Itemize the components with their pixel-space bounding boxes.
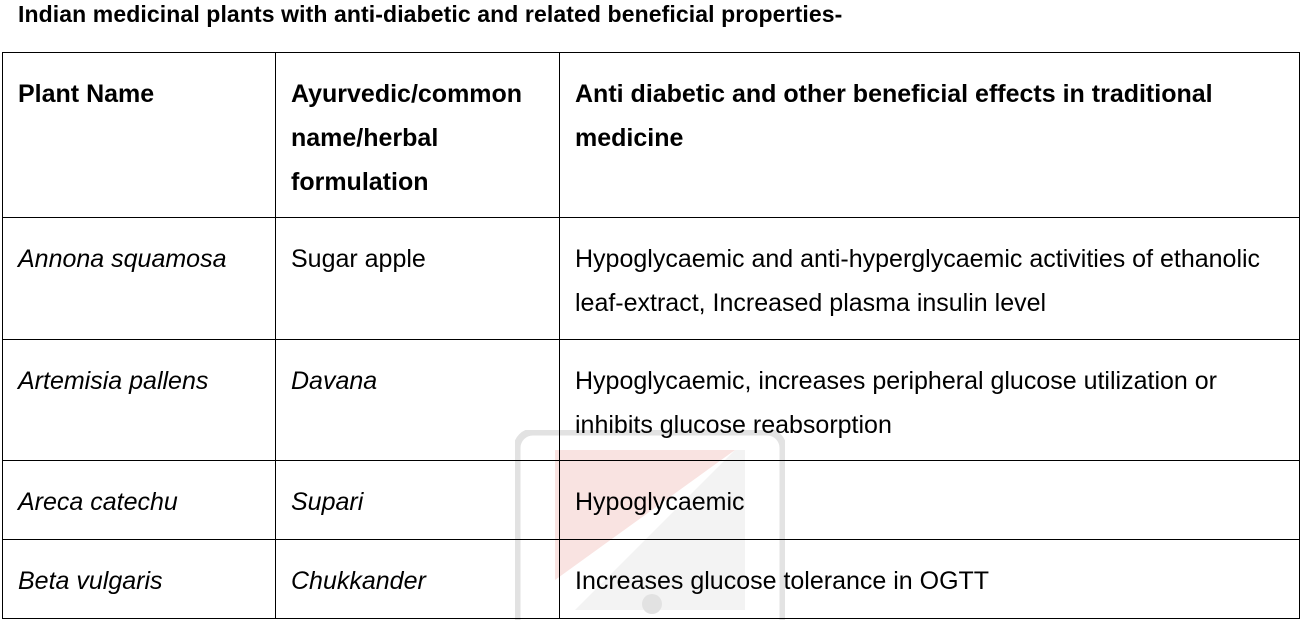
table-row <box>3 540 1300 619</box>
cell-effects: Hypoglycaemic and anti-hyperglycaemic activities of ethanolic leaf-extract, Increased plasma insulin level <box>560 218 1300 340</box>
table-row <box>3 461 1300 540</box>
cell-common-name: Chukkander <box>276 540 560 619</box>
cell-plant-name: Beta vulgaris <box>3 540 276 619</box>
page-title: Indian medicinal plants with anti-diabetic and related beneficial properties- <box>18 1 843 27</box>
cell-common-name: Davana <box>276 340 560 461</box>
cell-plant-name: Artemisia pallens <box>3 340 276 461</box>
header-plant-name: Plant Name <box>3 53 276 218</box>
cell-effects: Hypoglycaemic, increases peripheral glucose utilization or inhibits glucose reabsorption <box>560 340 1300 461</box>
medicinal-plants-table <box>2 52 1300 619</box>
cell-common-name: Sugar apple <box>276 218 560 340</box>
cell-plant-name: Areca catechu <box>3 461 276 540</box>
cell-effects: Hypoglycaemic <box>560 461 1300 540</box>
table-header-row <box>3 53 1300 218</box>
header-effects: Anti diabetic and other beneficial effects in traditional medicine <box>560 53 1300 218</box>
cell-effects: Increases glucose tolerance in OGTT <box>560 540 1300 619</box>
header-common-name: Ayurvedic/common name/herbal formulation <box>276 53 560 218</box>
cell-plant-name: Annona squamosa <box>3 218 276 340</box>
cell-common-name: Supari <box>276 461 560 540</box>
table-row <box>3 218 1300 340</box>
table-row <box>3 340 1300 461</box>
